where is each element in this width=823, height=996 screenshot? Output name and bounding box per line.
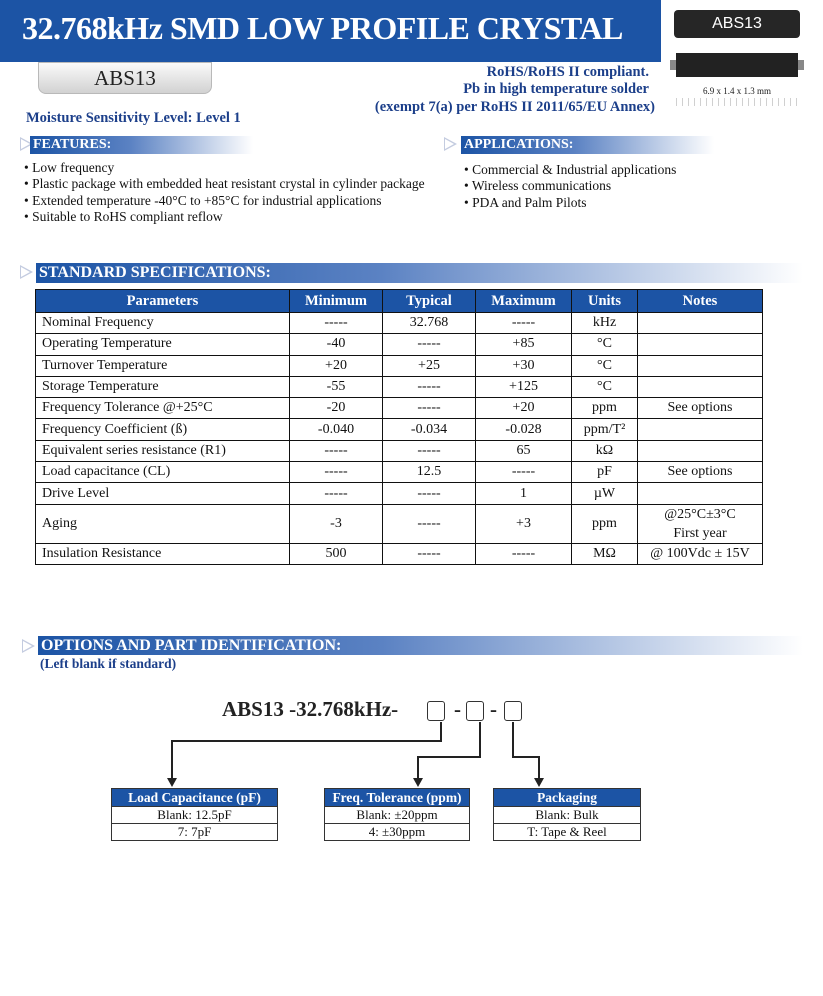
option-box-header: Freq. Tolerance (ppm) xyxy=(325,789,469,806)
param-name: Operating Temperature xyxy=(36,334,290,355)
min-value: -3 xyxy=(290,504,383,543)
min-value: +20 xyxy=(290,355,383,376)
typ-value: +25 xyxy=(383,355,476,376)
table-row xyxy=(36,419,763,440)
chip-lead-right xyxy=(798,60,804,70)
unit: °C xyxy=(572,334,638,355)
part-separator: - xyxy=(454,697,461,721)
option-box-packaging xyxy=(493,788,641,841)
typ-value: ----- xyxy=(383,504,476,543)
connector-line xyxy=(512,722,514,758)
note: See options xyxy=(638,462,763,483)
min-value: 500 xyxy=(290,543,383,564)
moisture-level: Moisture Sensitivity Level: Level 1 xyxy=(26,110,241,126)
option-slot-load-capacitance xyxy=(427,701,445,721)
unit: °C xyxy=(572,376,638,397)
connector-line xyxy=(440,722,442,740)
typ-value: 32.768 xyxy=(383,313,476,334)
table-row xyxy=(36,440,763,461)
param-name: Frequency Tolerance @+25°C xyxy=(36,398,290,419)
chip-top-view xyxy=(674,10,800,38)
list-item: • Plastic package with embedded heat resistant crystal in cylinder package xyxy=(24,176,425,192)
option-box-header: Load Capacitance (pF) xyxy=(112,789,277,806)
table-row xyxy=(36,483,763,504)
typ-value: ----- xyxy=(383,543,476,564)
list-item: • Low frequency xyxy=(24,160,115,175)
param-name: Drive Level xyxy=(36,483,290,504)
column-header: Notes xyxy=(638,290,763,313)
min-value: ----- xyxy=(290,483,383,504)
option-box-freq-tolerance xyxy=(324,788,470,841)
chip-side-view xyxy=(676,53,798,77)
note xyxy=(638,355,763,376)
specs-heading: STANDARD SPECIFICATIONS: xyxy=(36,263,803,283)
table-row xyxy=(36,376,763,397)
part-number: ABS13 -32.768kHz- xyxy=(222,697,399,721)
section-arrow-icon xyxy=(20,265,33,279)
param-name: Load capacitance (CL) xyxy=(36,462,290,483)
rohs-line-2: Pb in high temperature solder xyxy=(463,81,649,97)
option-row: Blank: ±20ppm xyxy=(325,806,469,823)
param-name: Equivalent series resistance (R1) xyxy=(36,440,290,461)
table-row xyxy=(36,313,763,334)
table-row xyxy=(36,462,763,483)
note: @25°C±3°C First year xyxy=(638,504,763,543)
unit: µW xyxy=(572,483,638,504)
max-value: +30 xyxy=(476,355,572,376)
option-slot-packaging xyxy=(504,701,522,721)
typ-value: ----- xyxy=(383,440,476,461)
column-header: Minimum xyxy=(290,290,383,313)
param-name: Aging xyxy=(36,504,290,543)
max-value: -0.028 xyxy=(476,419,572,440)
max-value: +85 xyxy=(476,334,572,355)
list-item: • Suitable to RoHS compliant reflow xyxy=(24,208,223,224)
arrow-down-icon xyxy=(167,778,177,787)
unit: ppm/T² xyxy=(572,419,638,440)
typ-value: -0.034 xyxy=(383,419,476,440)
max-value: +125 xyxy=(476,376,572,397)
note xyxy=(638,313,763,334)
param-name: Storage Temperature xyxy=(36,376,290,397)
param-name: Turnover Temperature xyxy=(36,355,290,376)
applications-list xyxy=(464,162,676,211)
unit: ppm xyxy=(572,504,638,543)
chip-dimensions: 6.9 x 1.4 x 1.3 mm xyxy=(703,86,772,96)
table-header-row xyxy=(36,290,763,313)
rohs-line-1: RoHS/RoHS II compliant. xyxy=(486,64,649,80)
min-value: ----- xyxy=(290,440,383,461)
options-subtitle: (Left blank if standard) xyxy=(40,656,177,671)
features-list xyxy=(24,160,425,225)
option-slot-freq-tolerance xyxy=(466,701,484,721)
connector-line xyxy=(512,756,540,758)
unit: °C xyxy=(572,355,638,376)
connector-line xyxy=(417,756,419,778)
note xyxy=(638,376,763,397)
section-arrow-icon xyxy=(444,137,457,151)
connector-line xyxy=(171,740,173,778)
table-row xyxy=(36,334,763,355)
rohs-line-3: (exempt 7(a) per RoHS II 2011/65/EU Annex) xyxy=(374,99,655,115)
features-heading: FEATURES: xyxy=(30,136,253,154)
connector-line xyxy=(417,756,481,758)
unit: pF xyxy=(572,462,638,483)
max-value: ----- xyxy=(476,462,572,483)
section-arrow-icon xyxy=(22,639,35,653)
spec-table xyxy=(35,289,763,565)
option-box-header: Packaging xyxy=(494,789,640,806)
model-pill xyxy=(38,62,212,94)
param-name: Insulation Resistance xyxy=(36,543,290,564)
table-row xyxy=(36,504,763,543)
unit: ppm xyxy=(572,398,638,419)
unit: kHz xyxy=(572,313,638,334)
option-row: 7: 7pF xyxy=(112,823,277,840)
column-header: Parameters xyxy=(36,290,290,313)
typ-value: ----- xyxy=(383,334,476,355)
min-value: -40 xyxy=(290,334,383,355)
note xyxy=(638,483,763,504)
typ-value: ----- xyxy=(383,398,476,419)
applications-heading: APPLICATIONS: xyxy=(461,136,714,154)
note: See options xyxy=(638,398,763,419)
list-item: • Commercial & Industrial applications xyxy=(464,162,677,177)
arrow-down-icon xyxy=(534,778,544,787)
arrow-down-icon xyxy=(413,778,423,787)
model-label: ABS13 xyxy=(94,65,156,90)
min-value: ----- xyxy=(290,462,383,483)
table-row xyxy=(36,398,763,419)
max-value: ----- xyxy=(476,313,572,334)
option-box-load-capacitance xyxy=(111,788,278,841)
table-row xyxy=(36,355,763,376)
note xyxy=(638,419,763,440)
column-header: Typical xyxy=(383,290,476,313)
note: @ 100Vdc ± 15V xyxy=(638,543,763,564)
list-item: • Wireless communications xyxy=(464,178,612,194)
min-value: -20 xyxy=(290,398,383,419)
column-header: Maximum xyxy=(476,290,572,313)
note xyxy=(638,334,763,355)
part-separator: - xyxy=(490,697,497,721)
note xyxy=(638,440,763,461)
list-item: • Extended temperature -40°C to +85°C for industrial applications xyxy=(24,192,382,208)
list-item: • PDA and Palm Pilots xyxy=(464,194,587,210)
table-row xyxy=(36,543,763,564)
max-value: +3 xyxy=(476,504,572,543)
connector-line xyxy=(479,722,481,758)
option-row: T: Tape & Reel xyxy=(494,823,640,840)
rohs-notice xyxy=(463,64,649,98)
chip-label: ABS13 xyxy=(712,15,762,32)
max-value: ----- xyxy=(476,543,572,564)
max-value: +20 xyxy=(476,398,572,419)
min-value: -0.040 xyxy=(290,419,383,440)
param-name: Nominal Frequency xyxy=(36,313,290,334)
option-row: Blank: Bulk xyxy=(494,806,640,823)
typ-value: ----- xyxy=(383,483,476,504)
connector-line xyxy=(171,740,442,742)
typ-value: ----- xyxy=(383,376,476,397)
max-value: 65 xyxy=(476,440,572,461)
typ-value: 12.5 xyxy=(383,462,476,483)
dimension-ruler xyxy=(676,98,802,106)
min-value: ----- xyxy=(290,313,383,334)
unit: MΩ xyxy=(572,543,638,564)
page-title: 32.768kHz SMD LOW PROFILE CRYSTAL xyxy=(22,10,623,46)
option-row: Blank: 12.5pF xyxy=(112,806,277,823)
max-value: 1 xyxy=(476,483,572,504)
connector-line xyxy=(538,756,540,778)
min-value: -55 xyxy=(290,376,383,397)
unit: kΩ xyxy=(572,440,638,461)
column-header: Units xyxy=(572,290,638,313)
param-name: Frequency Coefficient (ß) xyxy=(36,419,290,440)
option-row: 4: ±30ppm xyxy=(325,823,469,840)
options-heading: OPTIONS AND PART IDENTIFICATION: xyxy=(38,636,803,655)
